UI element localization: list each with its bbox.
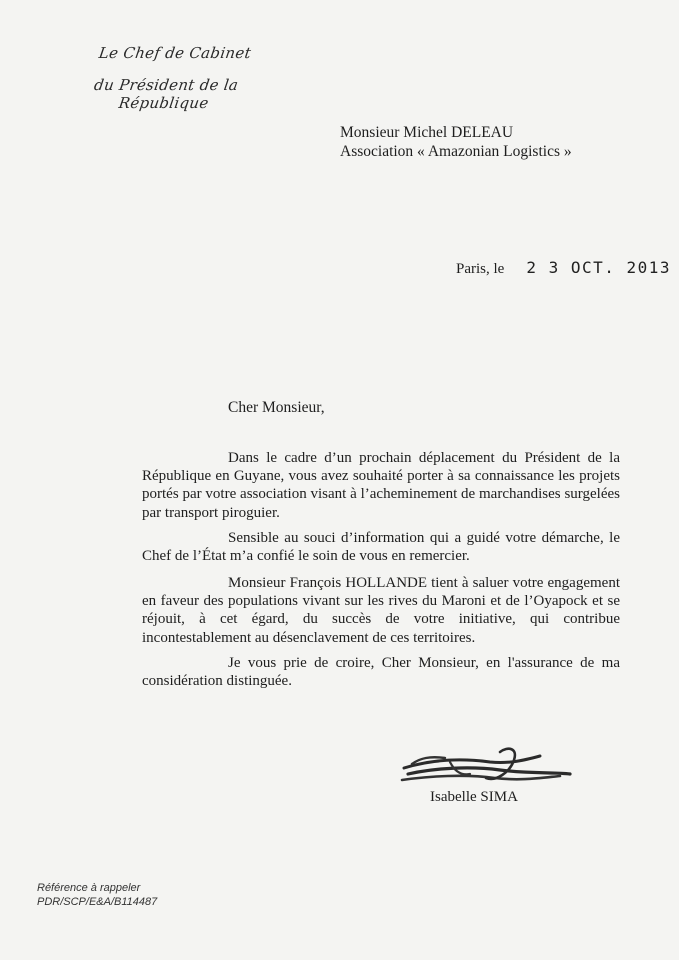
date-place: Paris, le [456, 261, 505, 277]
reference-label: Référence à rappeler [37, 882, 141, 894]
recipient-name: Monsieur Michel DELEAU [340, 124, 514, 141]
recipient-block [340, 123, 572, 161]
date-line [456, 258, 671, 278]
signer-name: Isabelle SIMA [430, 789, 518, 805]
body-paragraph: Sensible au souci d’information qui a guidé votre démarche, le Chef de l’État m’a confié le soin de vous en remercier. [142, 530, 620, 565]
letterhead-subtitle: du Président de la République [93, 76, 240, 112]
salutation: Cher Monsieur, [228, 399, 325, 416]
reference-code: PDR/SCP/E&A/B114487 [37, 896, 158, 908]
date-stamp: 2 3 OCT. 2013 [526, 258, 672, 277]
body-paragraph: Dans le cadre d’un prochain déplacement du Président de la République en Guyane, vous avez souhaité porter à sa connaissance les projets portés par votre association visant à l’acheminement de marchandises surgelées par transport piroguier. [142, 450, 620, 521]
body-paragraph: Je vous prie de croire, Cher Monsieur, en l'assurance de ma considération distinguée. [142, 655, 620, 690]
reference-block [37, 881, 157, 909]
recipient-organization: Association « Amazonian Logistics » [340, 143, 572, 160]
letterhead-title: Le Chef de Cabinet [97, 44, 253, 62]
body-paragraph: Monsieur François HOLLANDE tient à saluer votre engagement en faveur des populations vivant sur les rives du Maroni et de l’Oyapock et se réjouit, à cet égard, du succès de votre initiative, qui contribue incontestablement au désenclavement de ces territoires. [142, 575, 620, 646]
letterhead [50, 44, 280, 112]
